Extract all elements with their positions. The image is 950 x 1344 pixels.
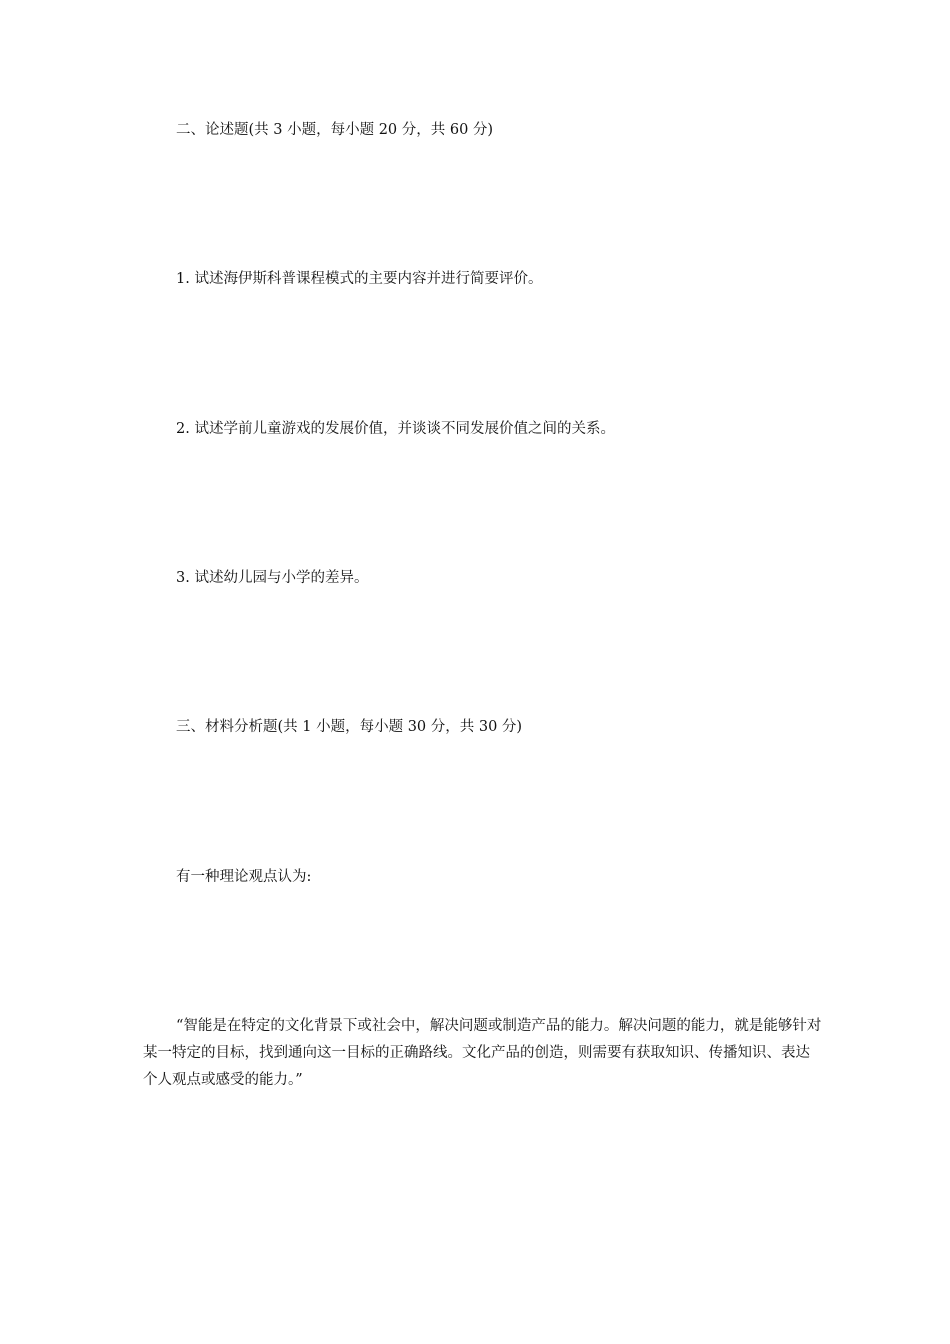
question-3: 3. 试述幼儿园与小学的差异。: [176, 570, 369, 586]
section2-heading: 二、论述题(共 3 小题，每小题 20 分，共 60 分): [176, 122, 494, 138]
question-2: 2. 试述学前儿童游戏的发展价值，并谈谈不同发展价值之间的关系。: [176, 421, 615, 437]
material-quote: “智能是在特定的文化背景下或社会中，解决问题或制造产品的能力。解决问题的能力，就是能够针对某一特定的目标，找到通向这一目标的正确路线。文化产品的创造，则需要有获取知识、传播知识、表达个人观点或感受的能力。”: [143, 1018, 822, 1088]
question-1: 1. 试述海伊斯科普课程模式的主要内容并进行简要评价。: [176, 271, 543, 287]
material-intro: 有一种理论观点认为:: [176, 869, 312, 885]
section3-heading: 三、材料分析题(共 1 小题，每小题 30 分，共 30 分): [176, 719, 523, 735]
